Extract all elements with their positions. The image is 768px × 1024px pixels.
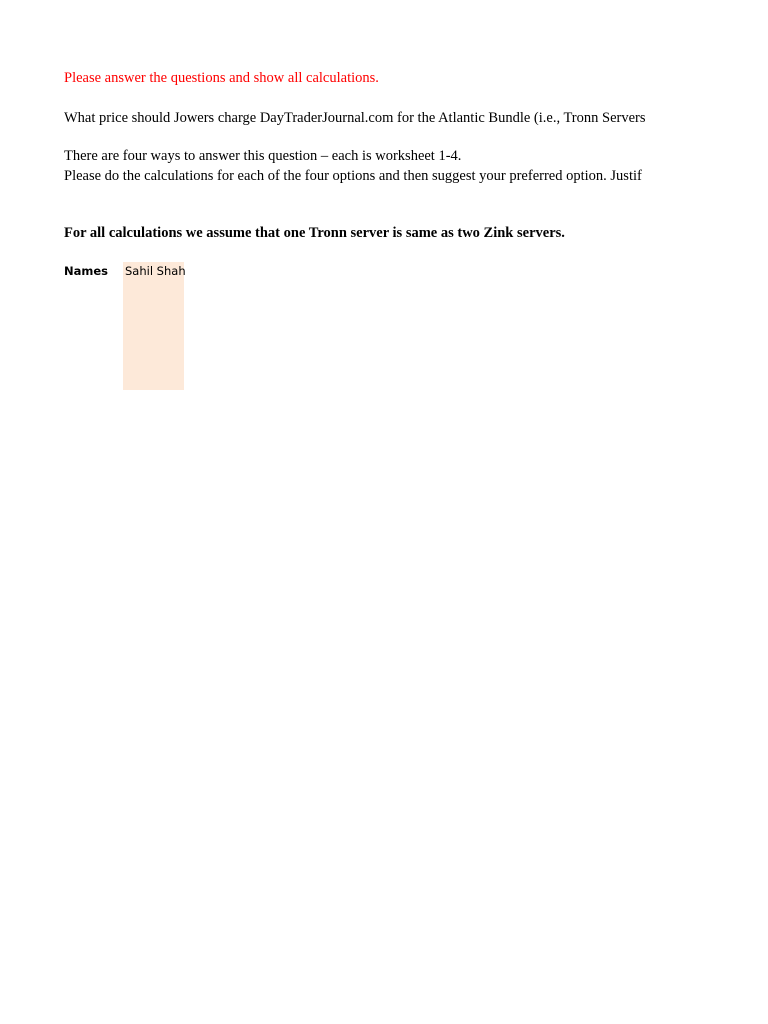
ways-text: There are four ways to answer this question – each is worksheet 1-4. — [64, 148, 462, 164]
options-text: Please do the calculations for each of the four options and then suggest your preferred option. Justif — [64, 168, 642, 184]
instruction-text: Please answer the questions and show all calculations. — [64, 70, 379, 86]
assumption-text: For all calculations we assume that one Tronn server is same as two Zink servers. — [64, 225, 565, 241]
question-text: What price should Jowers charge DayTraderJournal.com for the Atlantic Bundle (i.e., Tronn Servers — [64, 110, 646, 126]
names-label: Names — [64, 264, 109, 278]
names-value: Sahil Shah — [125, 264, 186, 278]
names-input-cell[interactable] — [123, 262, 184, 390]
